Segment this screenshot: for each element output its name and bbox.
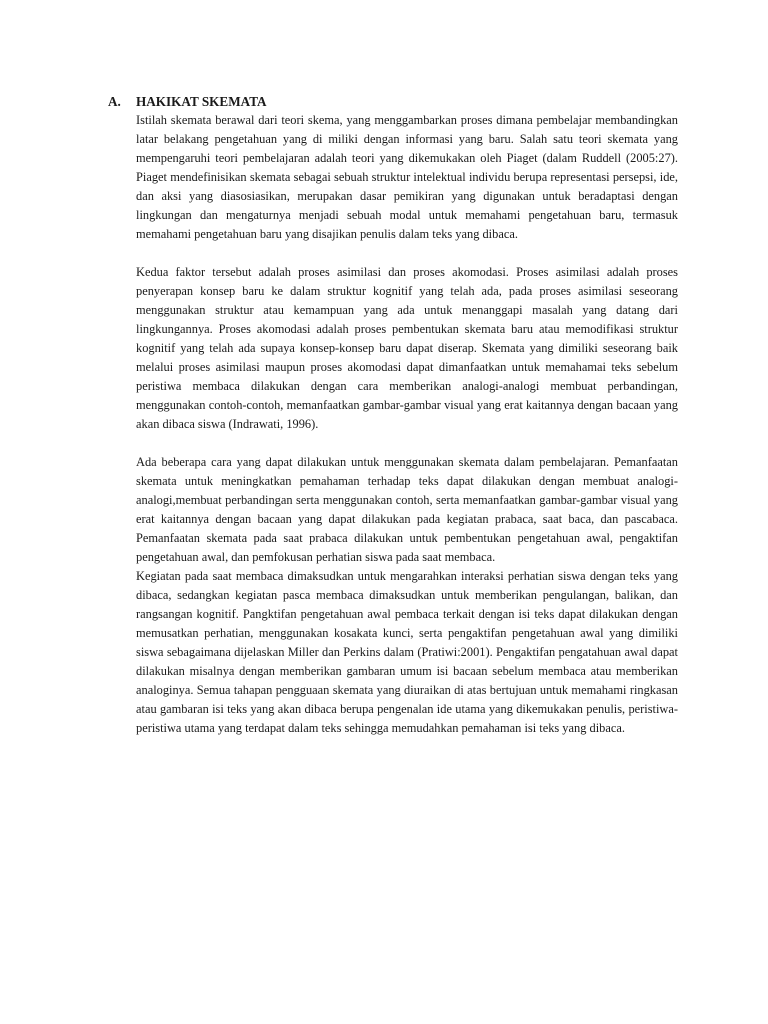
paragraph-4: Kegiatan pada saat membaca dimaksudkan untuk mengarahkan interaksi perhatian siswa dengan teks yang dibaca, sedangkan kegiatan pasca membaca dimaksudkan untuk memberikan pengulangan, balikan, dan rangsangan kognitif. Pangktifan pengetahuan awal pembaca terkait dengan isi teks dapat dilakukan dengan memusatkan perhatian, menggunakan kosakata kunci, serta pengaktifan pengetahuan awal yang dimiliki siswa sebagaimana dijelaskan Miller dan Perkins dalam (Pratiwi:2001). Pengaktifan pengatahuan awal dapat dilakukan misalnya dengan memberikan gambaran umum isi bacaan sebelum membaca atau memberikan analoginya. Semua tahapan pengguaan skemata yang diuraikan di atas bertujuan untuk memahami ringkasan atau gambaran isi teks yang akan dibaca berupa pengenalan ide utama yang dikemukakan penulis, peristiwa-peristiwa utama yang terdapat dalam teks sehingga memudahkan pemahaman isi teks yang dibaca. (136, 569, 678, 735)
paragraph-3: Ada beberapa cara yang dapat dilakukan untuk menggunakan skemata dalam pembelajaran. Pemanfaatan skemata untuk meningkatkan pemahaman terhadap teks dapat dilakukan dengan membuat analogi-analogi,membuat perbandingan serta menggunakan contoh, serta memanfaatkan gambar-gambar visual yang erat kaitannya dengan bacaan yang dapat dilakukan pada kegiatan prabaca, saat baca, dan pascabaca. Pemanfaatan skemata pada saat prabaca dilakukan untuk pembentukan pengetahuan awal, pengaktifan pengetahuan awal, dan pemfokusan perhatian siswa pada saat membaca. (136, 455, 678, 564)
section-body (136, 111, 678, 738)
paragraph-2: Kedua faktor tersebut adalah proses asimilasi dan proses akomodasi. Proses asimilasi adalah proses penyerapan konsep baru ke dalam struktur kognitif yang telah ada, pada proses asimilasi seseorang menggunakan struktur atau kemampuan yang ada untuk menanggapi masalah yang datang dari lingkungannya. Proses akomodasi adalah proses pembentukan skemata baru atau memodifikasi struktur kognitif yang telah ada supaya konsep-konsep baru dapat diserap. Skemata yang dimiliki seseorang baik melalui proses asimilasi maupun proses akomodasi dapat dimanfaatkan untuk memahamai teks sebelum peristiwa membaca dilakukan dengan cara memberikan analogi-analogi membuat perbandingan, menggunakan contoh-contoh, memanfaatkan gambar-gambar visual yang erat kaitannya dengan bacaan yang akan dibaca siswa (Indrawati, 1996). (136, 265, 678, 431)
section-number: A. (108, 94, 121, 109)
paragraph-spacer (136, 244, 678, 263)
section-heading (108, 93, 267, 111)
paragraph-1: Istilah skemata berawal dari teori skema, yang menggambarkan proses dimana pembelajar membandingkan latar belakang pengetahuan yang di miliki dengan informasi yang baru. Salah satu teori skemata yang mempengaruhi teori pembelajaran adalah teori yang dikemukakan oleh Piaget (dalam Ruddell (2005:27). Piaget mendefinisikan skemata sebagai sebuah struktur intelektual individu berupa representasi persepsi, ide, dan aksi yang diasosiasikan, merupakan dasar pemikiran yang digunakan untuk beradaptasi dengan lingkungan dan mengaturnya menjadi sebuah modal untuk memahami pengetahuan baru, termasuk memahami pengetahuan baru yang disajikan penulis dalam teks yang dibaca. (136, 113, 678, 241)
paragraph-spacer (136, 434, 678, 453)
section-title: HAKIKAT SKEMATA (136, 94, 267, 109)
